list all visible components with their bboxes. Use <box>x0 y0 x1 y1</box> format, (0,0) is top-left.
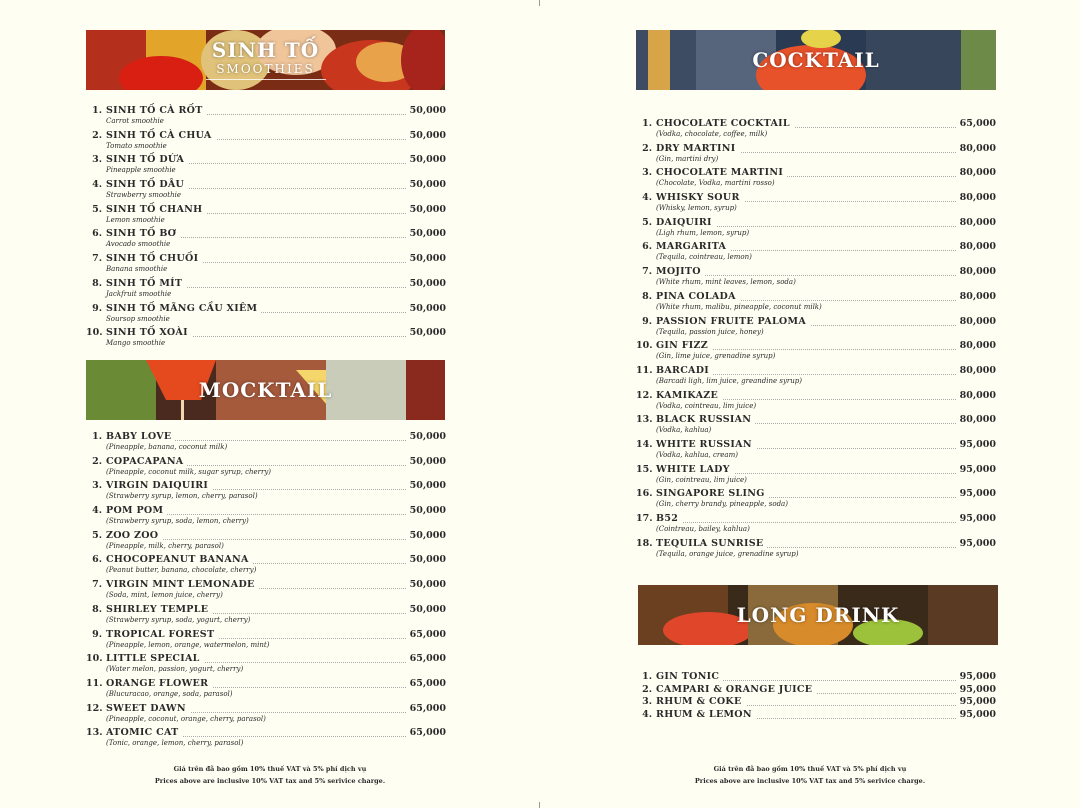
mocktail-banner <box>86 360 445 420</box>
item-description: Mango smoothie <box>106 339 166 348</box>
item-description: (Gin, cherry brandy, pineapple, soda) <box>656 500 788 509</box>
menu-item <box>636 316 996 341</box>
menu-item <box>636 291 996 316</box>
item-price: 80,000 <box>956 143 996 154</box>
item-number: 5. <box>92 203 102 215</box>
item-description: (Cointreau, bailey, kahlua) <box>656 525 750 533</box>
item-number: 5. <box>642 216 652 228</box>
menu-item <box>636 671 996 684</box>
item-number: 7. <box>92 253 102 265</box>
menu-item <box>86 629 446 654</box>
item-price: 95,000 <box>956 684 996 695</box>
item-name: KAMIKAZE <box>656 390 722 401</box>
item-description: (Pineapple, banana, coconut milk) <box>106 443 228 451</box>
menu-item <box>86 703 446 728</box>
item-number: 10. <box>86 653 103 665</box>
smoothies-banner <box>86 30 445 90</box>
footer-note-vi: Giá trên đã bao gồm 10% thuế VAT và 5% phí dịch vụ <box>713 765 907 773</box>
item-number: 14. <box>636 438 653 450</box>
item-name: DRY MARTINI <box>656 143 740 154</box>
item-description: (Pineapple, coconut milk, sugar syrup, cherry) <box>106 467 272 476</box>
footer-note-en: Prices above are inclusive 10% VAT tax and 5% serivice charge. <box>694 777 926 785</box>
menu-item <box>636 365 996 390</box>
item-number: 4. <box>92 505 102 517</box>
footer-note-en: Prices above are inclusive 10% VAT tax and 5% serivice charge. <box>154 777 386 785</box>
item-description: (Vodka, chocolate, coffee, milk) <box>656 130 768 138</box>
item-price: 95,000 <box>956 488 996 499</box>
menu-item <box>636 241 996 266</box>
cocktail-list <box>636 118 996 562</box>
item-name: CAMPARI & ORANGE JUICE <box>656 684 816 695</box>
menu-item <box>636 513 996 538</box>
item-number: 1. <box>92 431 102 442</box>
menu-item <box>636 390 996 415</box>
item-name: CHOCOPEANUT BANANA <box>106 554 253 565</box>
item-name: TEQUILA SUNRISE <box>656 538 767 549</box>
item-name: BLACK RUSSIAN <box>656 414 755 425</box>
item-name: SINH TỐ MÍT <box>106 278 186 289</box>
item-description: (Vodka, cointreau, lim juice) <box>656 401 757 410</box>
item-number: 3. <box>92 154 102 166</box>
item-number: 6. <box>92 554 102 566</box>
item-description: (Pineapple, milk, cherry, parasol) <box>106 541 224 550</box>
item-name: RHUM & COKE <box>656 696 746 707</box>
item-name: SINGAPORE SLING <box>656 488 769 499</box>
item-price: 65,000 <box>956 118 996 129</box>
item-number: 3. <box>642 167 652 179</box>
menu-item <box>86 554 446 579</box>
cocktail-title: COCKTAIL <box>752 48 880 72</box>
item-description: Banana smoothie <box>106 265 168 274</box>
menu-item <box>86 727 446 752</box>
item-price: 50,000 <box>406 130 446 141</box>
footer-note-right <box>540 763 1080 787</box>
item-price: 65,000 <box>406 653 446 664</box>
item-name: SINH TỐ CÀ RỐT <box>106 105 207 116</box>
item-price: 50,000 <box>406 154 446 165</box>
item-name: GIN FIZZ <box>656 340 712 351</box>
item-description: (Pineapple, coconut, orange, cherry, parasol) <box>106 714 266 723</box>
item-price: 80,000 <box>956 316 996 327</box>
item-price: 65,000 <box>406 727 446 738</box>
item-name: GIN TONIC <box>656 671 723 682</box>
item-number: 3. <box>92 480 102 492</box>
menu-item <box>86 431 446 456</box>
item-price: 80,000 <box>956 390 996 401</box>
item-price: 50,000 <box>406 579 446 590</box>
item-description: (Strawberry syrup, soda, yogurt, cherry) <box>106 615 251 624</box>
item-description: (White rhum, malibu, pineapple, coconut milk) <box>656 302 822 311</box>
item-name: B52 <box>656 513 682 524</box>
item-name: RHUM & LEMON <box>656 709 756 720</box>
menu-item <box>636 266 996 291</box>
item-name: MOJITO <box>656 266 705 277</box>
item-price: 50,000 <box>406 554 446 565</box>
item-price: 80,000 <box>956 241 996 252</box>
item-name: BARCADI <box>656 365 713 376</box>
menu-item <box>636 118 996 143</box>
item-description: (Gin, martini dry) <box>656 154 719 163</box>
item-description: Carrot smoothie <box>106 117 164 125</box>
item-price: 50,000 <box>406 228 446 239</box>
item-description: (Whisky, lemon, syrup) <box>656 204 737 213</box>
item-price: 50,000 <box>406 204 446 215</box>
item-description: (Blucuracao, orange, soda, parasol) <box>106 689 233 698</box>
item-description: (Gin, cointreau, lim juice) <box>656 475 747 484</box>
item-price: 80,000 <box>956 167 996 178</box>
menu-item <box>86 530 446 555</box>
item-number: 2. <box>92 455 102 467</box>
item-description: (Tequila, passion juice, honey) <box>656 327 764 336</box>
item-price: 95,000 <box>956 671 996 682</box>
item-price: 65,000 <box>406 629 446 640</box>
menu-item <box>636 684 996 697</box>
item-description: (Strawberry syrup, lemon, cherry, parasol) <box>106 492 258 501</box>
footer-note-left <box>0 763 540 787</box>
item-number: 4. <box>642 708 652 720</box>
item-description: (White rhum, mint leaves, lemon, soda) <box>656 278 796 287</box>
smoothies-title: SINH TỐ <box>211 38 320 62</box>
item-price: 50,000 <box>406 431 446 442</box>
item-number: 1. <box>642 671 652 682</box>
menu-item <box>86 579 446 604</box>
item-description: (Vodka, kahlua, cream) <box>656 450 738 459</box>
item-description: (Water melon, passion, yogurt, cherry) <box>106 665 244 674</box>
item-name: ATOMIC CAT <box>106 727 183 738</box>
item-number: 9. <box>92 302 102 314</box>
item-number: 6. <box>92 228 102 240</box>
long-drink-list <box>636 671 996 721</box>
item-number: 13. <box>636 414 653 426</box>
menu-item <box>636 488 996 513</box>
menu-item <box>86 303 446 328</box>
menu-item <box>86 327 446 352</box>
item-description: Strawberry smoothie <box>106 191 181 200</box>
item-name: COPACAPANA <box>106 456 187 467</box>
item-name: SINH TỐ MÃNG CẦU XIÊM <box>106 303 261 314</box>
item-number: 2. <box>92 129 102 141</box>
item-number: 10. <box>86 327 103 339</box>
menu-item <box>636 696 996 709</box>
item-price: 80,000 <box>956 365 996 376</box>
item-name: PASSION FRUITE PALOMA <box>656 316 810 327</box>
item-name: WHITE LADY <box>656 464 734 475</box>
item-description: Lemon smoothie <box>106 215 165 224</box>
item-name: VIRGIN DAIQUIRI <box>106 480 212 491</box>
menu-item <box>636 538 996 563</box>
item-number: 8. <box>92 603 102 615</box>
item-number: 1. <box>92 105 102 116</box>
cocktail-banner <box>636 30 996 90</box>
menu-item <box>86 678 446 703</box>
item-number: 11. <box>86 677 103 689</box>
item-name: BABY LOVE <box>106 431 175 442</box>
item-number: 8. <box>642 290 652 302</box>
item-description: (Vodka, kahlua) <box>656 426 712 435</box>
item-price: 80,000 <box>956 291 996 302</box>
item-number: 6. <box>642 241 652 253</box>
item-price: 50,000 <box>406 105 446 116</box>
item-price: 50,000 <box>406 303 446 314</box>
item-name: SINH TỐ XOÀI <box>106 327 192 338</box>
item-number: 3. <box>642 696 652 707</box>
item-description: (Tonic, orange, lemon, cherry, parasol) <box>106 739 244 748</box>
item-number: 11. <box>636 364 653 376</box>
menu-item <box>86 204 446 229</box>
item-number: 4. <box>92 179 102 191</box>
item-price: 50,000 <box>406 327 446 338</box>
item-description: Jackfruit smoothie <box>106 289 172 298</box>
menu-item <box>636 464 996 489</box>
item-name: CHOCOLATE MARTINI <box>656 167 787 178</box>
item-name: CHOCOLATE COCKTAIL <box>656 118 794 129</box>
menu-item <box>636 414 996 439</box>
menu-item <box>636 143 996 168</box>
item-name: DAIQUIRI <box>656 217 716 228</box>
menu-item <box>636 709 996 722</box>
item-price: 95,000 <box>956 696 996 707</box>
item-name: POM POM <box>106 505 167 516</box>
item-name: SINH TỐ CHANH <box>106 204 206 215</box>
item-price: 50,000 <box>406 530 446 541</box>
item-price: 50,000 <box>406 456 446 467</box>
menu-item <box>86 505 446 530</box>
menu-item <box>86 130 446 155</box>
item-number: 12. <box>636 389 653 401</box>
menu-item <box>636 167 996 192</box>
item-price: 80,000 <box>956 266 996 277</box>
menu-item <box>636 217 996 242</box>
item-number: 8. <box>92 277 102 289</box>
item-price: 80,000 <box>956 192 996 203</box>
item-price: 95,000 <box>956 439 996 450</box>
menu-item <box>86 604 446 629</box>
menu-item <box>86 653 446 678</box>
menu-item <box>86 228 446 253</box>
item-name: VIRGIN MINT LEMONADE <box>106 579 259 590</box>
item-description: (Barcadi ligh, lim juice, greandine syrup) <box>656 376 802 385</box>
item-description: (Strawberry syrup, soda, lemon, cherry) <box>106 517 249 526</box>
menu-item <box>86 154 446 179</box>
item-number: 7. <box>92 579 102 591</box>
item-number: 7. <box>642 266 652 278</box>
item-number: 9. <box>642 315 652 327</box>
item-name: SINH TỐ DÂU <box>106 179 188 190</box>
item-price: 50,000 <box>406 179 446 190</box>
item-number: 4. <box>642 192 652 204</box>
title-rule <box>206 79 326 80</box>
menu-item <box>86 105 446 130</box>
item-number: 2. <box>642 142 652 154</box>
item-price: 65,000 <box>406 678 446 689</box>
item-name: SHIRLEY TEMPLE <box>106 604 212 615</box>
item-name: SINH TỐ BƠ <box>106 228 180 239</box>
item-number: 10. <box>636 340 653 352</box>
item-number: 2. <box>642 683 652 695</box>
item-name: MARGARITA <box>656 241 730 252</box>
item-price: 80,000 <box>956 414 996 425</box>
smoothies-list <box>86 105 446 352</box>
menu-item <box>636 439 996 464</box>
item-number: 13. <box>86 727 103 739</box>
item-name: TROPICAL FOREST <box>106 629 218 640</box>
item-price: 95,000 <box>956 513 996 524</box>
item-price: 50,000 <box>406 505 446 516</box>
item-number: 5. <box>92 529 102 541</box>
item-price: 50,000 <box>406 278 446 289</box>
item-price: 95,000 <box>956 464 996 475</box>
item-name: SINH TỐ DỨA <box>106 154 188 165</box>
smoothies-subtitle: SMOOTHIES <box>216 62 315 76</box>
item-name: SINH TỐ CHUỐI <box>106 253 202 264</box>
item-price: 95,000 <box>956 709 996 720</box>
footer-note-vi: Giá trên đã bao gồm 10% thuế VAT và 5% phí dịch vụ <box>173 765 367 773</box>
right-page <box>540 0 1080 808</box>
item-name: PINA COLADA <box>656 291 740 302</box>
item-number: 12. <box>86 702 103 714</box>
item-number: 15. <box>636 463 653 475</box>
item-price: 80,000 <box>956 217 996 228</box>
menu-item <box>86 480 446 505</box>
item-price: 50,000 <box>406 480 446 491</box>
item-description: Pineapple smoothie <box>106 166 176 175</box>
item-description: (Soda, mint, lemon juice, cherry) <box>106 591 223 600</box>
item-name: LITTLE SPECIAL <box>106 653 204 664</box>
item-price: 80,000 <box>956 340 996 351</box>
menu-item <box>86 179 446 204</box>
item-price: 65,000 <box>406 703 446 714</box>
item-description: (Gin, lime juice, grenadine syrup) <box>656 352 776 361</box>
item-description: (Tequila, orange juice, grenadine syrup) <box>656 549 799 558</box>
item-number: 17. <box>636 513 653 524</box>
long-drink-banner <box>638 585 998 645</box>
item-number: 18. <box>636 537 653 549</box>
item-description: (Peanut butter, banana, chocolate, cherry) <box>106 566 257 575</box>
leader-dots <box>656 522 958 523</box>
item-description: (Ligh rhum, lemon, syrup) <box>656 228 750 237</box>
item-name: ZOO ZOO <box>106 530 162 541</box>
mocktail-title: MOCKTAIL <box>198 378 333 402</box>
item-name: SINH TỐ CÀ CHUA <box>106 130 216 141</box>
item-price: 50,000 <box>406 604 446 615</box>
item-number: 16. <box>636 488 653 500</box>
item-number: 1. <box>642 118 652 129</box>
item-name: WHISKY SOUR <box>656 192 744 203</box>
item-price: 95,000 <box>956 538 996 549</box>
item-name: WHITE RUSSIAN <box>656 439 756 450</box>
item-name: SWEET DAWN <box>106 703 190 714</box>
item-description: (Pineapple, lemon, orange, watermelon, mint) <box>106 640 270 649</box>
menu-item <box>636 340 996 365</box>
menu-item <box>636 192 996 217</box>
item-number: 9. <box>92 628 102 640</box>
item-description: Avocado smoothie <box>106 240 171 249</box>
item-price: 50,000 <box>406 253 446 264</box>
long-drink-title: LONG DRINK <box>736 603 900 627</box>
item-description: (Tequila, cointreau, lemon) <box>656 253 752 262</box>
menu-item <box>86 456 446 481</box>
mocktail-list <box>86 431 446 752</box>
menu-item <box>86 278 446 303</box>
item-description: Tomato smoothie <box>106 141 167 150</box>
item-description: Soursop smoothie <box>106 314 170 323</box>
menu-item <box>86 253 446 278</box>
item-name: ORANGE FLOWER <box>106 678 212 689</box>
item-description: (Chocolate, Vodka, martini rosso) <box>656 179 775 188</box>
